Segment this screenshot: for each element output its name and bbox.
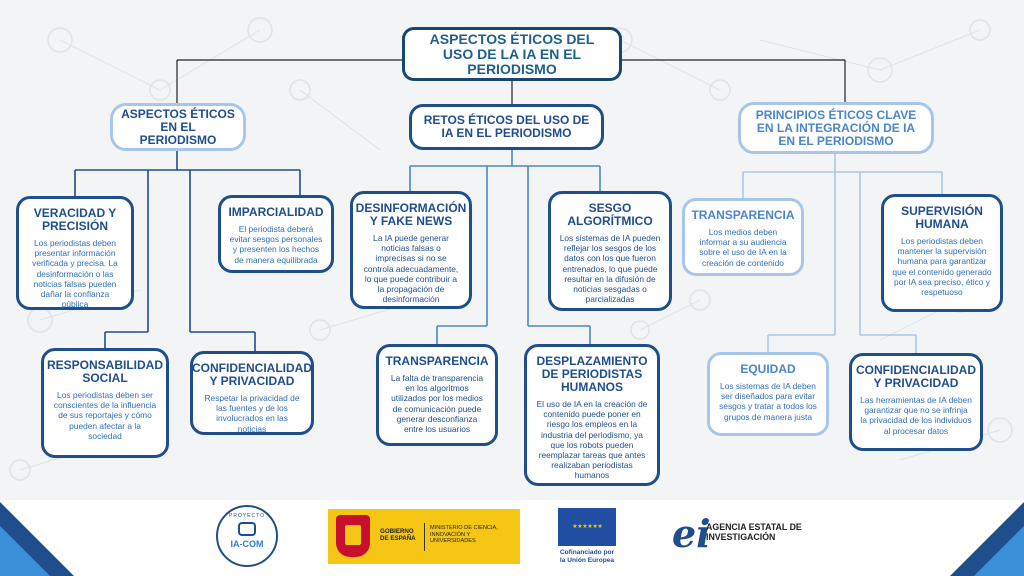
main-title-box — [402, 27, 622, 81]
node-title: IMPARCIALIDAD — [228, 205, 324, 219]
node-title: TRANSPARENCIA — [691, 208, 795, 222]
aei-logo — [672, 512, 812, 562]
node-desplazamiento — [524, 344, 660, 486]
node-description: La falta de transparencia en los algoritmos utilizados por los medios de comunicación puede generar desconfianza entre los usuarios — [390, 373, 484, 435]
node-description: Los periodistas deben mantener la supervisión humana para garantizar que el contenido generado por IA sea preciso, ético y respetuoso — [892, 236, 992, 298]
robot-icon — [238, 522, 256, 536]
main-title: ASPECTOS ÉTICOS DEL USO DE LA IA EN EL PERIODISMO — [429, 30, 595, 77]
node-equidad — [707, 352, 829, 436]
node-title: SUPERVISIÓN HUMANA — [901, 204, 983, 231]
category-title: ASPECTOS ÉTICOS EN EL PERIODISMO — [121, 106, 235, 147]
eu-flag-icon — [558, 508, 616, 546]
node-title: SESGO ALGORÍTMICO — [567, 201, 653, 228]
node-description: El periodista deberá evitar sesgos personales y presenten los hechos de manera equilibrada — [229, 224, 323, 265]
node-title: DESPLAZAMIENTO DE PERIODISTAS HUMANOS — [536, 354, 648, 394]
gobierno-logo — [328, 509, 520, 564]
node-supervision — [881, 194, 1003, 312]
node-description: Los sistemas de IA deben ser diseñados para evitar sesgos y tratar a todos los grupos de manera justa — [719, 381, 817, 422]
category-ethics-journalism — [110, 103, 246, 151]
footer-corner-right-accent — [974, 526, 1024, 576]
node-sesgo — [548, 191, 672, 311]
category-title: RETOS ÉTICOS DEL USO DE IA EN EL PERIODISMO — [423, 113, 590, 140]
node-description: Los periodistas deben presentar información verificada y precisa. La desinformación o las noticias falsas pueden dañar la confianza pública — [32, 238, 118, 310]
logo-separator — [424, 523, 425, 551]
node-transparencia-2 — [682, 198, 804, 276]
footer-corner-left-accent — [0, 526, 50, 576]
node-title: EQUIDAD — [740, 362, 796, 376]
node-description: Los sistemas de IA pueden reflejar los sesgos de los datos con los que fueron entrenados, lo que puede resultar en la difusión de noticias sesgadas o parcializadas — [559, 233, 661, 305]
node-confidencialidad-2 — [849, 353, 983, 451]
node-description: El uso de IA en la creación de contenido puede poner en riesgo los empleos en la industria del periodismo, ya que los robots pueden reemplazar tareas que antes realizaban periodistas humanos — [536, 399, 648, 481]
node-description: Los medios deben informar a su audiencia sobre el uso de IA en la creación de contenido — [699, 227, 787, 268]
node-description: Los periodistas deben ser conscientes de la influencia de sus reportajes y cómo pueden afectar a la sociedad — [53, 390, 157, 441]
iacom-logo — [216, 505, 278, 567]
node-description: La IA puede generar noticias falsas o imprecisas si no se controla adecuadamente, lo que puede contribuir a la propagación de desinformación — [363, 233, 459, 305]
node-title: RESPONSABILIDAD SOCIAL — [47, 358, 164, 385]
node-title: VERACIDAD Y PRECISIÓN — [33, 206, 117, 233]
eu-caption: Cofinanciado por la Unión Europea — [559, 549, 615, 564]
eu-logo — [557, 508, 617, 566]
node-confidencialidad-1 — [190, 351, 314, 435]
aei-name: AGENCIA ESTATAL DE INVESTIGACIÓN — [706, 522, 802, 542]
iacom-logo-top: PROYECTO — [229, 513, 265, 519]
category-title: PRINCIPIOS ÉTICOS CLAVE EN LA INTEGRACIÓN DE IA EN EL PERIODISMO — [755, 107, 917, 148]
aei-mark-icon: ei — [672, 511, 711, 556]
node-title: DESINFORMACIÓN Y FAKE NEWS — [355, 201, 467, 228]
coat-of-arms-icon — [336, 515, 370, 557]
node-description: Respetar la privacidad de las fuentes y de los involucrados en las noticias — [204, 393, 300, 434]
node-desinformacion — [350, 191, 472, 309]
eu-stars-icon: ★ ★ ★ ★ ★ ★ — [572, 524, 602, 530]
category-ai-challenges — [409, 104, 604, 150]
node-transparencia-1 — [376, 344, 498, 446]
ministry-name: MINISTERIO DE CIENCIA, INNOVACIÓN Y UNIVERSIDADES — [430, 525, 498, 545]
node-imparcialidad — [218, 195, 334, 273]
node-title: TRANSPARENCIA — [385, 354, 489, 368]
node-description: Las herramientas de IA deben garantizar que no se infrinja la privacidad de los individuos al procesar datos — [860, 395, 972, 436]
gobierno-name: GOBIERNO DE ESPAÑA — [380, 528, 416, 542]
iacom-logo-name: IA-COM — [230, 539, 264, 549]
node-veracidad — [16, 196, 134, 310]
category-key-principles — [738, 102, 934, 154]
node-responsabilidad — [41, 348, 169, 458]
node-title: CONFIDENCIALIDAD Y PRIVACIDAD — [856, 363, 976, 390]
node-title: CONFIDENCIALIDAD Y PRIVACIDAD — [192, 361, 312, 388]
